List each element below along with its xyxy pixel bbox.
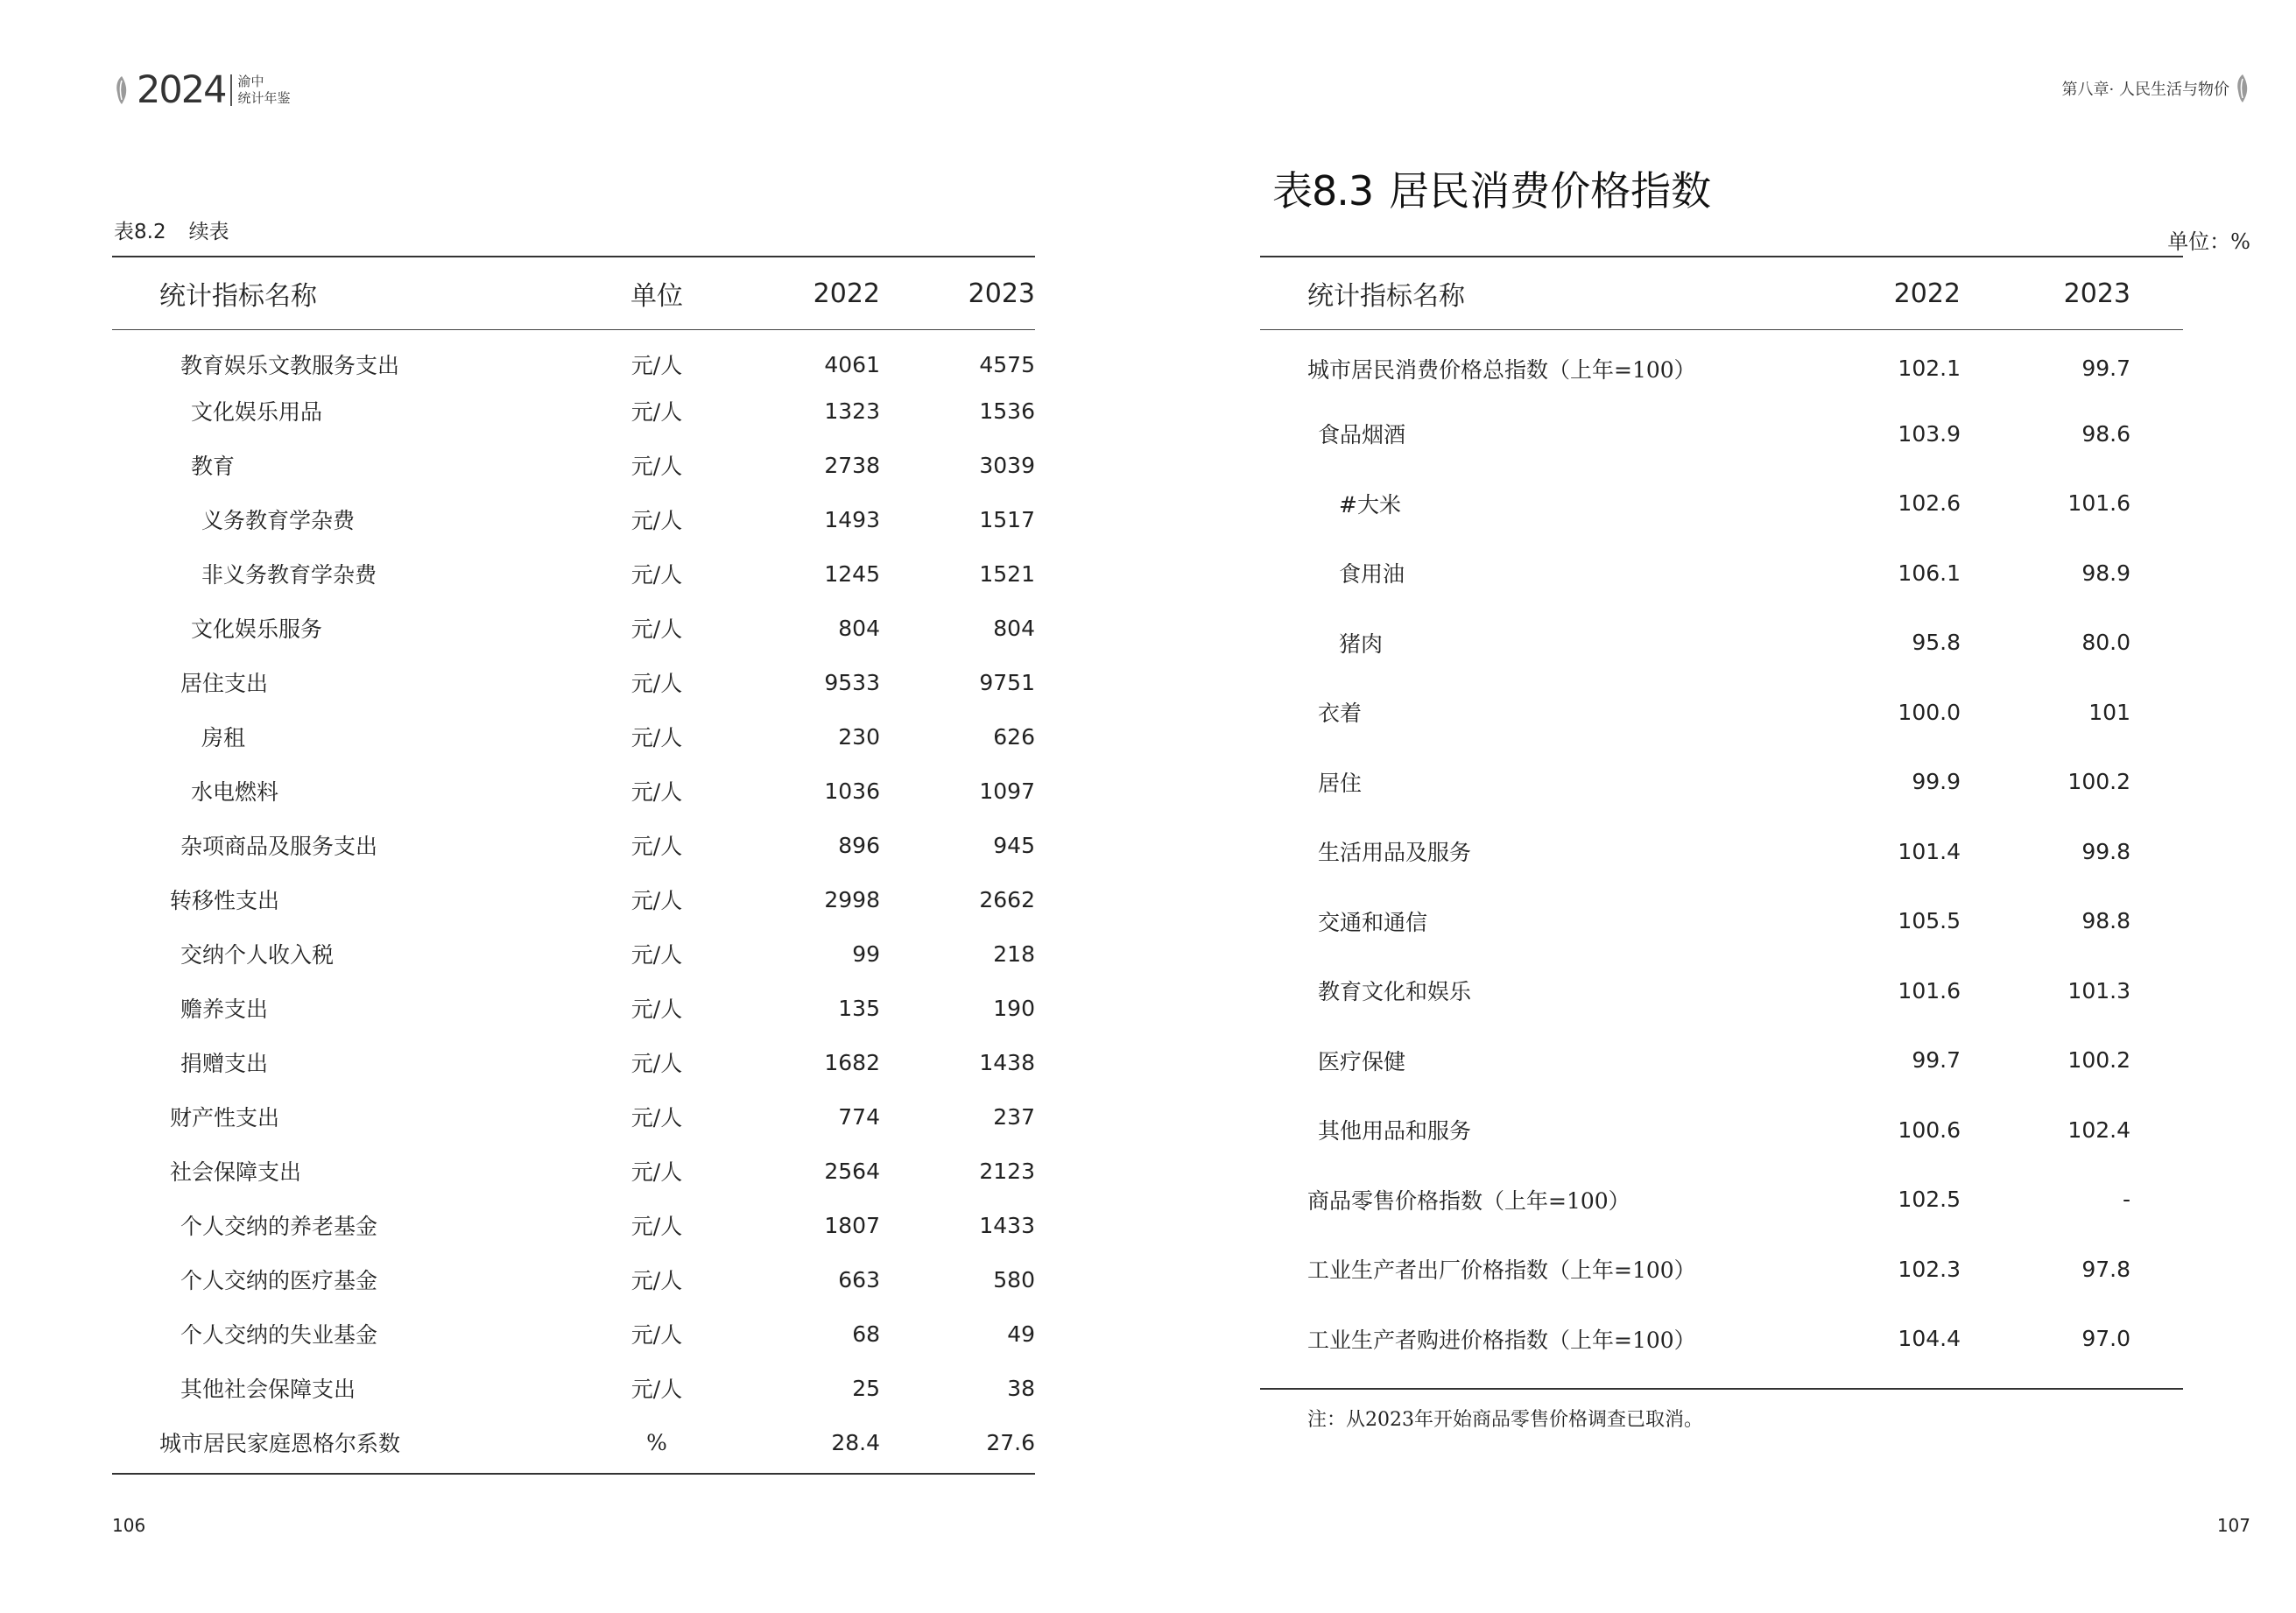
- yearbook-logo-icon: [114, 75, 130, 105]
- row-value-2023: 1521: [979, 560, 1035, 587]
- row-name: 居住支出: [180, 671, 269, 696]
- row-spacer: [2130, 468, 2183, 539]
- table-row: [114, 926, 1035, 981]
- row-value-2023: 1097: [979, 778, 1035, 804]
- row-value-2022: 2998: [824, 886, 880, 912]
- row-spacer: [2130, 1304, 2183, 1374]
- table-caption-text: 续表: [188, 221, 229, 243]
- row-value-2023: 237: [993, 1103, 1035, 1130]
- table-row: [1262, 329, 2183, 399]
- row-name: 城市居民消费价格总指数（上年=100）: [1307, 356, 1696, 383]
- row-value-2023: 1438: [979, 1049, 1035, 1075]
- row-value-2023: 38: [1007, 1375, 1035, 1401]
- row-value-2022: 101.4: [1898, 838, 1961, 864]
- row-name: 交通和通信: [1318, 909, 1428, 935]
- row-spacer: [2130, 886, 2183, 956]
- row-value-2022: 102.3: [1898, 1256, 1961, 1282]
- table-row: [114, 1144, 1035, 1198]
- row-value-2022: 9533: [824, 669, 880, 695]
- row-value-2023: 101: [2088, 699, 2130, 725]
- row-value-2022: 105.5: [1898, 908, 1961, 934]
- row-unit: 元/人: [630, 562, 683, 588]
- row-name: 教育: [191, 454, 236, 479]
- row-name: 食品烟酒: [1318, 422, 1406, 448]
- row-spacer: [2130, 678, 2183, 748]
- row-name: 教育娱乐文教服务支出: [180, 353, 400, 378]
- row-spacer: [2130, 399, 2183, 469]
- table-title: [1272, 159, 1711, 217]
- household-expenditure-table: [114, 257, 1035, 1469]
- row-value-2022: 4061: [824, 351, 880, 377]
- row-unit: 元/人: [630, 671, 683, 696]
- table-row: [114, 438, 1035, 492]
- row-name: 其他社会保障支出: [180, 1377, 356, 1402]
- row-spacer: [2130, 956, 2183, 1026]
- table-row: [114, 981, 1035, 1035]
- row-value-2022: 100.0: [1898, 699, 1961, 725]
- yearbook-logo-icon: [2235, 74, 2250, 103]
- row-value-2022: 68: [852, 1321, 880, 1347]
- row-value-2022: 896: [838, 832, 880, 858]
- table-row: [1262, 1235, 2183, 1305]
- row-value-2023: -: [2122, 1187, 2130, 1213]
- row-spacer: [2130, 329, 2183, 399]
- row-name: 工业生产者购进价格指数（上年=100）: [1307, 1327, 1696, 1353]
- row-unit: 元/人: [630, 725, 683, 750]
- row-name: 水电燃料: [191, 779, 279, 805]
- row-spacer: [2130, 1235, 2183, 1305]
- table-row: [1262, 1095, 2183, 1166]
- row-value-2022: 99.9: [1912, 769, 1961, 795]
- row-value-2023: 97.8: [2081, 1256, 2130, 1282]
- table-row: [114, 709, 1035, 764]
- row-value-2023: 190: [993, 995, 1035, 1021]
- row-unit: 元/人: [630, 997, 683, 1022]
- row-value-2022: 103.9: [1898, 420, 1961, 447]
- row-unit: 元/人: [630, 1268, 683, 1293]
- table-row: [1262, 886, 2183, 956]
- table-caption-number: 表8.2: [114, 221, 166, 243]
- row-value-2022: 102.6: [1898, 490, 1961, 517]
- row-value-2023: 98.8: [2081, 908, 2130, 934]
- row-value-2022: 1245: [824, 560, 880, 587]
- table-row: [114, 329, 1035, 384]
- row-value-2022: 135: [838, 995, 880, 1021]
- page-number: 107: [2216, 1515, 2250, 1536]
- col-header-name: 统计指标名称: [159, 281, 317, 312]
- unit-label: 单位：%: [2167, 229, 2250, 254]
- col-header-2022: 2022: [1893, 278, 1961, 309]
- row-value-2023: 98.6: [2081, 420, 2130, 447]
- table-title-number: 表8.3: [1272, 167, 1374, 215]
- row-value-2023: 1433: [979, 1212, 1035, 1238]
- row-name: 文化娱乐服务: [191, 616, 323, 642]
- row-name: 教育文化和娱乐: [1318, 979, 1472, 1005]
- row-value-2022: 106.1: [1898, 560, 1961, 586]
- row-name: 食用油: [1339, 561, 1405, 588]
- col-header-2023: 2023: [968, 278, 1035, 309]
- table-row: [114, 818, 1035, 872]
- col-spacer: [2130, 257, 2183, 329]
- row-value-2022: 1682: [824, 1049, 880, 1075]
- table-bottom-rule: [1260, 1388, 2183, 1390]
- brand-year: 2024: [137, 67, 226, 112]
- row-spacer: [2130, 1165, 2183, 1235]
- chapter-header: [2062, 74, 2250, 103]
- row-name: 义务教育学杂费: [201, 508, 356, 533]
- yearbook-brand: [114, 68, 290, 112]
- row-value-2023: 99.8: [2081, 838, 2130, 864]
- row-value-2022: 102.5: [1898, 1187, 1961, 1213]
- row-value-2023: 97.0: [2081, 1326, 2130, 1352]
- row-name: 个人交纳的医疗基金: [180, 1268, 378, 1293]
- table-row: [114, 1198, 1035, 1252]
- row-value-2023: 27.6: [986, 1429, 1035, 1455]
- row-unit: 元/人: [630, 1051, 683, 1076]
- table-row: [1262, 817, 2183, 887]
- table-row: [1262, 1304, 2183, 1374]
- row-unit: 元/人: [630, 454, 683, 479]
- row-value-2022: 2564: [824, 1158, 880, 1184]
- table-row: [114, 546, 1035, 601]
- row-value-2023: 4575: [979, 351, 1035, 377]
- row-value-2022: 774: [838, 1103, 880, 1130]
- row-value-2023: 49: [1007, 1321, 1035, 1347]
- row-value-2023: 80.0: [2081, 630, 2130, 656]
- row-value-2023: 102.4: [2067, 1116, 2130, 1143]
- row-value-2022: 230: [838, 723, 880, 750]
- row-name: 个人交纳的失业基金: [180, 1322, 378, 1348]
- row-value-2023: 99.7: [2081, 356, 2130, 382]
- row-value-2023: 9751: [979, 669, 1035, 695]
- row-value-2023: 1536: [979, 398, 1035, 424]
- row-value-2023: 100.2: [2067, 1047, 2130, 1074]
- table-row: [1262, 1165, 2183, 1235]
- row-name: 文化娱乐用品: [191, 399, 323, 425]
- table-row: [1262, 468, 2183, 539]
- row-unit: 元/人: [630, 1159, 683, 1185]
- row-value-2022: 101.6: [1898, 977, 1961, 1004]
- row-name: 商品零售价格指数（上年=100）: [1307, 1187, 1630, 1214]
- row-value-2022: 663: [838, 1266, 880, 1293]
- row-name: 工业生产者出厂价格指数（上年=100）: [1307, 1257, 1696, 1284]
- table-row: [114, 384, 1035, 438]
- row-name: 非义务教育学杂费: [201, 562, 377, 588]
- row-name: 医疗保健: [1318, 1048, 1406, 1074]
- row-value-2022: 804: [838, 615, 880, 641]
- row-value-2023: 626: [993, 723, 1035, 750]
- col-header-2023: 2023: [2063, 278, 2130, 309]
- row-spacer: [2130, 539, 2183, 609]
- row-value-2022: 1036: [824, 778, 880, 804]
- table-title-name: 居民消费价格指数: [1389, 167, 1712, 215]
- row-value-2023: 218: [993, 940, 1035, 967]
- row-unit: 元/人: [630, 942, 683, 968]
- table-row: [1262, 399, 2183, 469]
- row-value-2022: 2738: [824, 452, 880, 478]
- table-row: [114, 872, 1035, 926]
- row-spacer: [2130, 1025, 2183, 1095]
- row-unit: %: [646, 1429, 667, 1455]
- table-row: [1262, 608, 2183, 678]
- table-bottom-rule: [112, 1473, 1035, 1475]
- row-name: 居住: [1318, 770, 1363, 796]
- row-value-2023: 2662: [979, 886, 1035, 912]
- row-value-2023: 2123: [979, 1158, 1035, 1184]
- cpi-table: [1262, 257, 2183, 1374]
- table-header-row: [114, 257, 1035, 329]
- row-value-2023: 101.3: [2067, 977, 2130, 1004]
- table-row: [114, 1035, 1035, 1089]
- row-value-2022: 1807: [824, 1212, 880, 1238]
- row-value-2023: 101.6: [2067, 490, 2130, 517]
- row-value-2022: 1323: [824, 398, 880, 424]
- row-name: 房租: [201, 725, 246, 750]
- row-value-2022: 95.8: [1912, 630, 1961, 656]
- brand-line-1: 渝中: [237, 74, 264, 89]
- col-header-unit: 单位: [630, 281, 683, 312]
- table-row: [114, 1307, 1035, 1361]
- table-row: [114, 1089, 1035, 1144]
- row-name: 交纳个人收入税: [180, 942, 335, 968]
- row-unit: 元/人: [630, 888, 683, 913]
- right-page: [1148, 0, 2296, 1613]
- table-caption: [114, 215, 229, 244]
- row-spacer: [2130, 817, 2183, 887]
- table-row: [114, 1361, 1035, 1415]
- row-value-2023: 3039: [979, 452, 1035, 478]
- table-row: [114, 764, 1035, 818]
- table-row: [114, 1415, 1035, 1469]
- table-row: [1262, 1025, 2183, 1095]
- row-name: 城市居民家庭恩格尔系数: [159, 1431, 401, 1456]
- table-row: [114, 492, 1035, 546]
- row-unit: 元/人: [630, 779, 683, 805]
- row-value-2022: 99: [852, 940, 880, 967]
- row-name: 个人交纳的养老基金: [180, 1214, 378, 1239]
- row-value-2022: 1493: [824, 506, 880, 532]
- row-name: 猪肉: [1339, 630, 1384, 657]
- row-unit: 元/人: [630, 616, 683, 642]
- row-unit: 元/人: [630, 834, 683, 859]
- row-name: 财产性支出: [170, 1105, 280, 1131]
- row-name: 赡养支出: [180, 997, 269, 1022]
- row-unit: 元/人: [630, 1377, 683, 1402]
- brand-text: [237, 74, 290, 107]
- row-spacer: [2130, 608, 2183, 678]
- row-value-2022: 99.7: [1912, 1047, 1961, 1074]
- row-value-2023: 98.9: [2081, 560, 2130, 586]
- row-value-2022: 102.1: [1898, 356, 1961, 382]
- row-unit: 元/人: [630, 399, 683, 425]
- row-name: 其他用品和服务: [1318, 1118, 1472, 1145]
- table-row: [1262, 956, 2183, 1026]
- row-name: #大米: [1339, 491, 1401, 518]
- row-value-2023: 100.2: [2067, 769, 2130, 795]
- row-spacer: [2130, 1095, 2183, 1166]
- row-unit: 元/人: [630, 508, 683, 533]
- brand-line-2: 统计年鉴: [237, 90, 291, 106]
- table-row: [114, 655, 1035, 709]
- chapter-title: 第八章· 人民生活与物价: [2061, 81, 2229, 99]
- table-note: 注：从2023年开始商品零售价格调查已取消。: [1307, 1409, 1703, 1431]
- row-value-2023: 580: [993, 1266, 1035, 1293]
- row-unit: 元/人: [630, 1322, 683, 1348]
- row-value-2022: 100.6: [1898, 1116, 1961, 1143]
- row-name: 杂项商品及服务支出: [180, 834, 378, 859]
- table-row: [1262, 678, 2183, 748]
- row-value-2022: 28.4: [831, 1429, 880, 1455]
- row-value-2022: 25: [852, 1375, 880, 1401]
- row-value-2023: 1517: [979, 506, 1035, 532]
- row-name: 转移性支出: [170, 888, 280, 913]
- table-header-row: [1262, 257, 2183, 329]
- table-row: [114, 1252, 1035, 1307]
- row-value-2023: 945: [993, 832, 1035, 858]
- page-number: 106: [112, 1515, 146, 1536]
- col-header-2022: 2022: [813, 278, 880, 309]
- row-value-2023: 804: [993, 615, 1035, 641]
- row-value-2022: 104.4: [1898, 1326, 1961, 1352]
- row-spacer: [2130, 747, 2183, 817]
- table-row: [114, 601, 1035, 655]
- row-unit: 元/人: [630, 1105, 683, 1131]
- table-row: [1262, 747, 2183, 817]
- row-name: 衣着: [1318, 701, 1363, 727]
- col-header-name: 统计指标名称: [1307, 281, 1465, 312]
- row-unit: 元/人: [630, 353, 683, 378]
- row-name: 捐赠支出: [180, 1051, 269, 1076]
- table-row: [1262, 539, 2183, 609]
- row-name: 社会保障支出: [170, 1159, 302, 1185]
- row-unit: 元/人: [630, 1214, 683, 1239]
- row-name: 生活用品及服务: [1318, 840, 1472, 866]
- brand-divider: [230, 74, 232, 106]
